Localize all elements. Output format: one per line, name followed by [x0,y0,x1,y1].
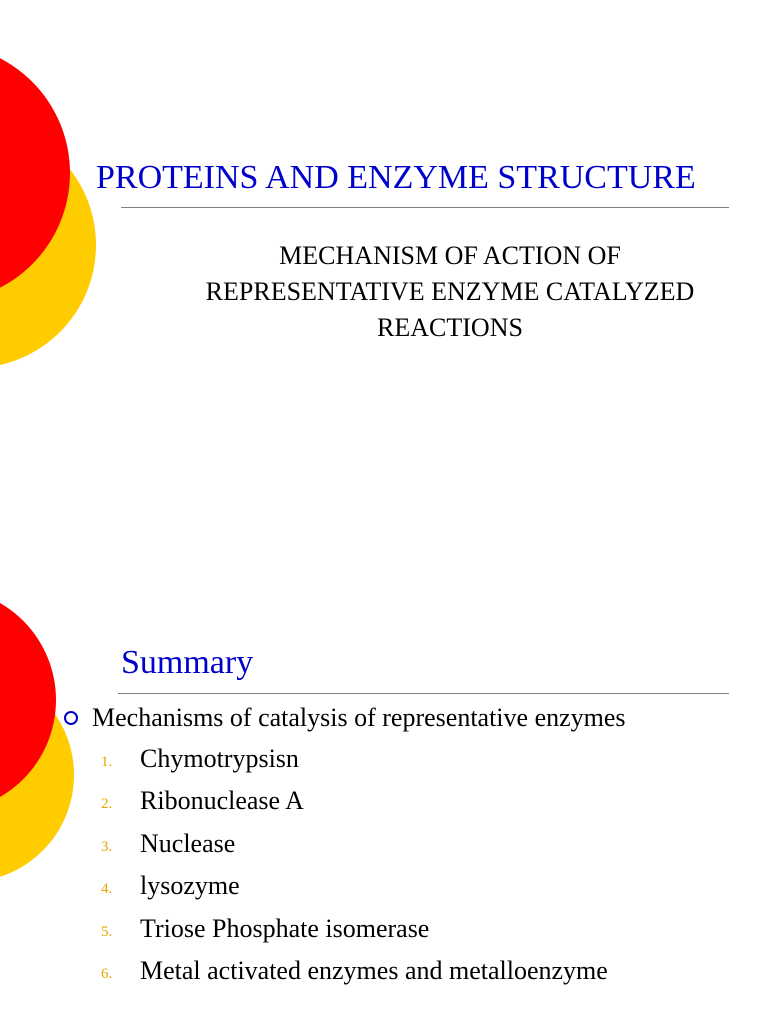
list-item-text: Chymotrypsisn [140,744,299,773]
subtitle-line: MECHANISM OF ACTION OF [279,241,621,270]
subtitle-line: REPRESENTATIVE ENZYME CATALYZED [205,277,695,306]
hollow-circle-bullet-icon [64,711,78,725]
list-item-text: Ribonuclease A [140,786,304,816]
list-number: 5. [101,923,113,940]
list-number: 1. [101,754,113,770]
bullet-text: Mechanisms of catalysis of representative enzymes [92,703,626,732]
list-item-text: lysozyme [140,871,240,901]
list-number: 6. [101,965,113,982]
list-item-text: Nuclease [140,828,236,858]
slide-title: PROTEINS AND ENZYME STRUCTURE [96,159,696,196]
slide-2 [0,512,768,1024]
list-number: 2. [101,796,113,813]
list-item-text: Metal activated enzymes and metalloenzyme [140,955,608,985]
list-item-text: Triose Phosphate isomerase [140,913,430,943]
subtitle-line: REACTIONS [377,313,523,342]
title-divider [118,693,729,694]
slide-title: Summary [121,644,254,681]
slide-subtitle [140,238,760,346]
title-divider [121,207,729,208]
list-number: 4. [101,881,113,898]
list-number: 3. [101,838,113,855]
